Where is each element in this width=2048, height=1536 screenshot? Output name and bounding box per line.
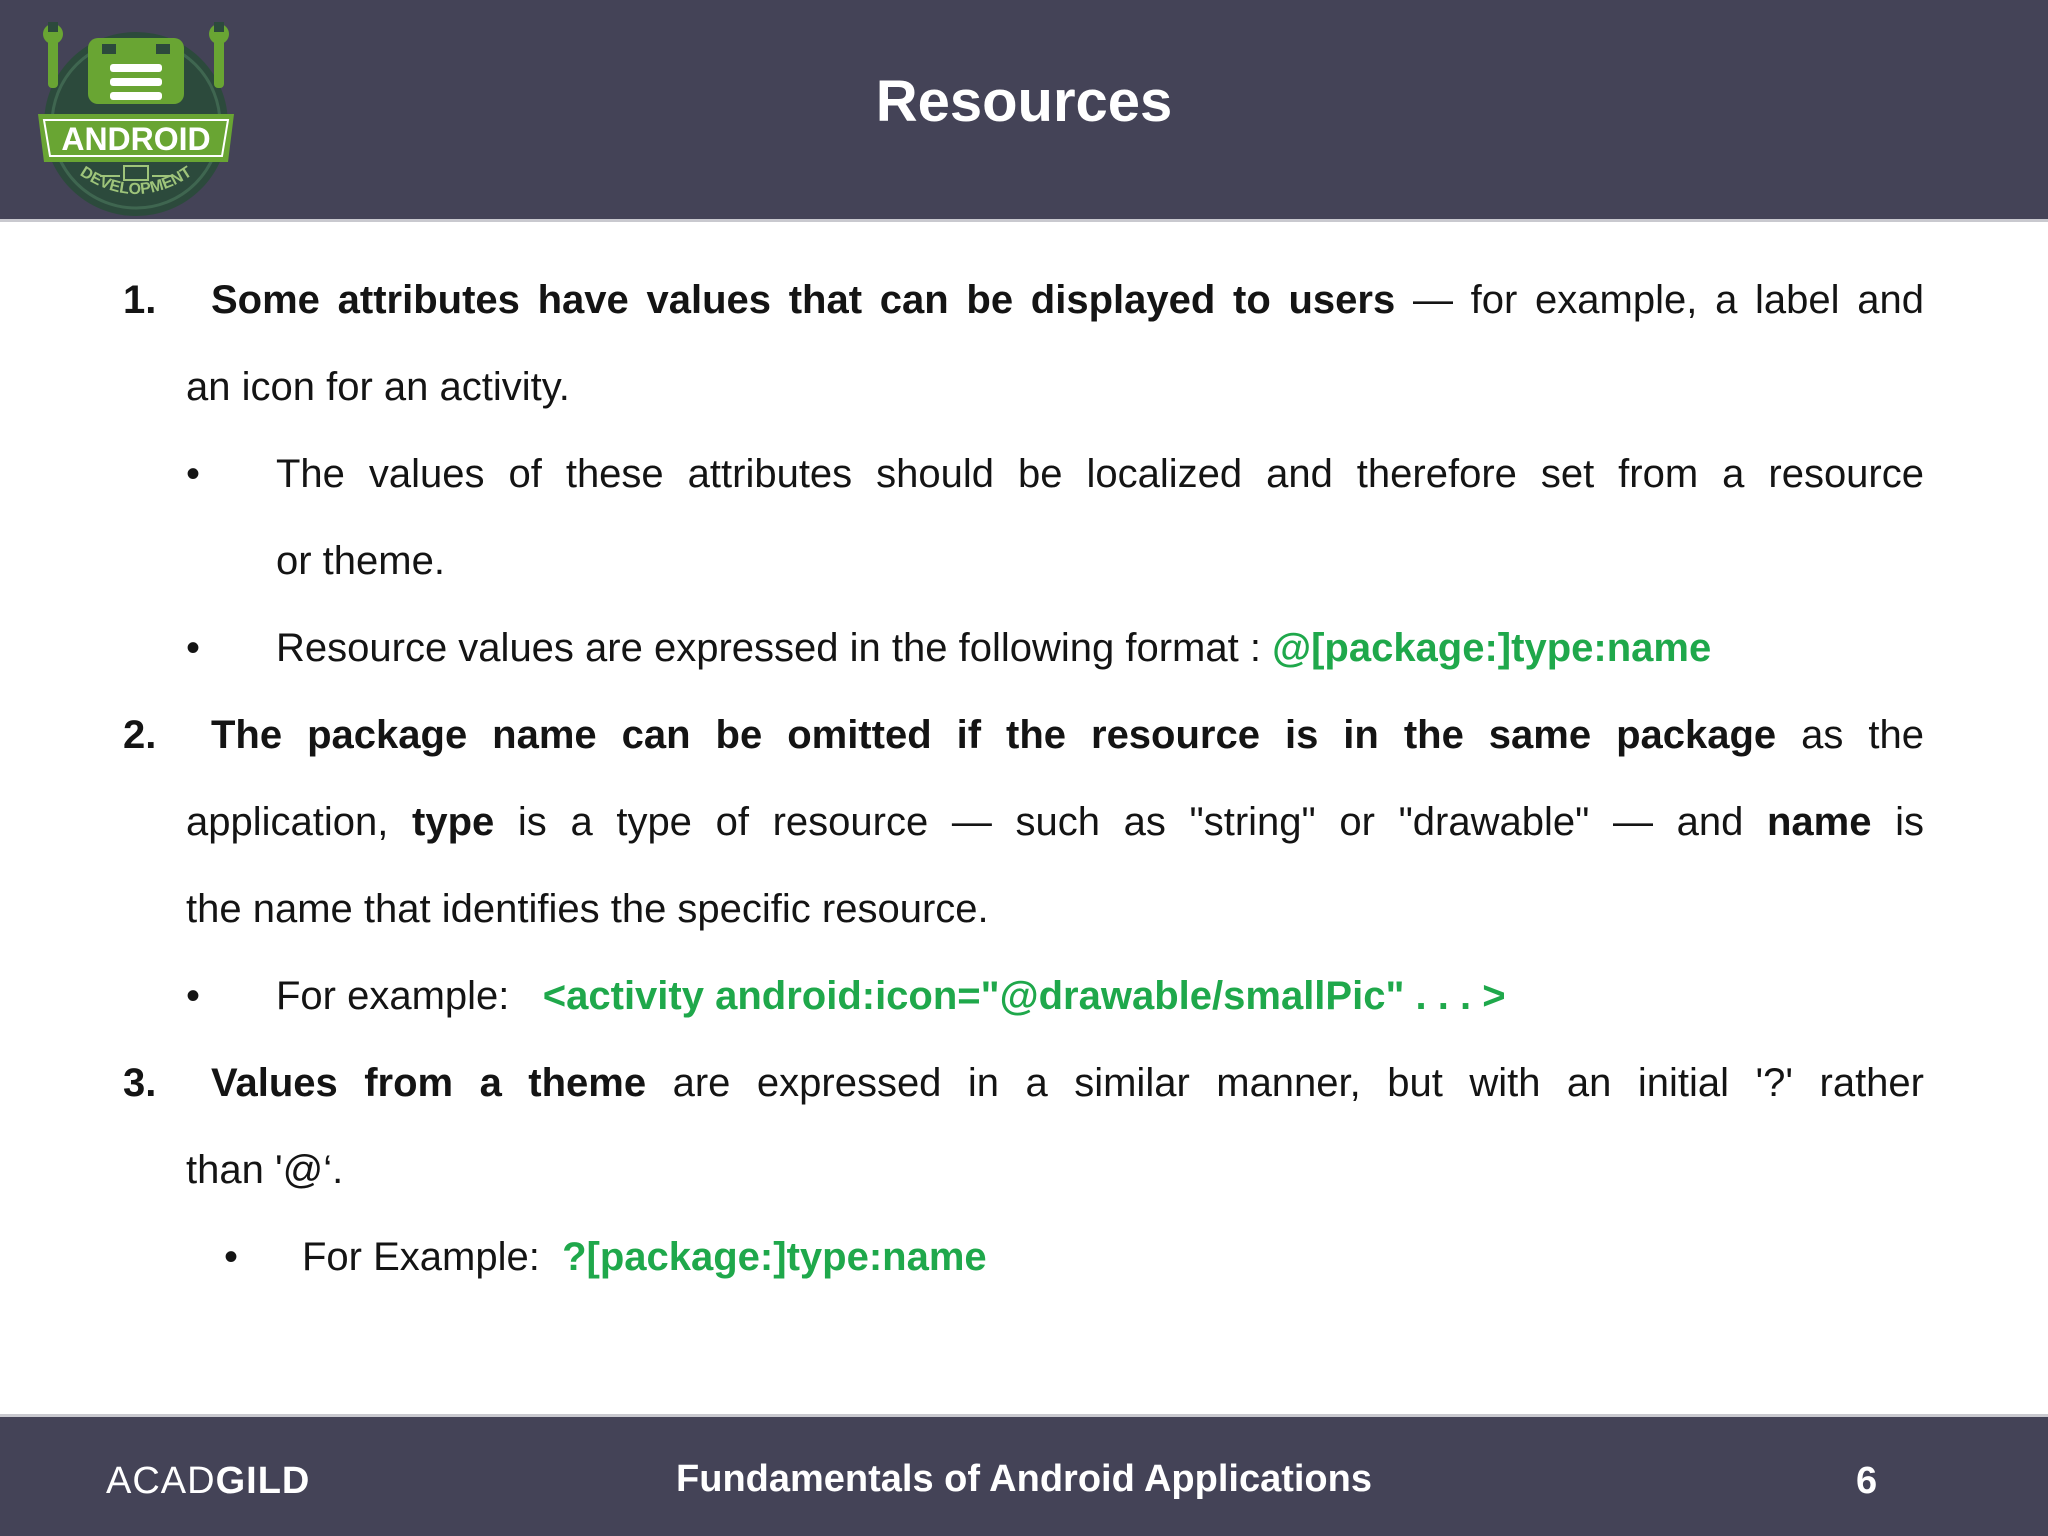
item-1-bold: Some attributes have values that can be displayed to users xyxy=(211,278,1396,322)
bullet-marker: • xyxy=(186,452,201,496)
slide-content xyxy=(0,222,2048,1414)
slide-footer xyxy=(0,1414,2048,1536)
item-3-number: 3. xyxy=(123,1061,157,1105)
item-2-line-3-text: the name that identifies the specific resource. xyxy=(186,887,989,931)
item-2-seg-d: is xyxy=(1871,800,1924,844)
item-3-cont: than '@‘. xyxy=(186,1148,344,1192)
item-2-bold: The package name can be omitted if the resource is in the same package xyxy=(211,713,1777,757)
bullet-marker: • xyxy=(186,626,201,670)
activity-example-code: <activity android:icon="@drawable/smallPic" . . . > xyxy=(542,974,1506,1018)
logo-bottom-text: DEVELOPMENT xyxy=(77,163,195,199)
bullet-2-label: Resource values are expressed in the following format : xyxy=(276,626,1273,670)
item-2-name: name xyxy=(1766,800,1872,844)
page-number: 6 xyxy=(1856,1460,1878,1502)
slide-header xyxy=(0,0,2048,222)
bullet-3-label: For example: xyxy=(276,974,543,1018)
item-2-text xyxy=(211,692,1924,779)
bullet-2-text xyxy=(276,605,1711,692)
item-1-text xyxy=(211,257,1924,344)
item-2-rest: as the xyxy=(1776,713,1924,757)
bullet-marker: • xyxy=(224,1235,239,1279)
item-2-type: type xyxy=(412,800,495,844)
bullet-1-text: The values of these attributes should be localized and therefore set from a resource xyxy=(276,452,1924,496)
item-2-seg-a: application, xyxy=(186,800,413,844)
item-2-line-3 xyxy=(186,866,989,953)
theme-example-code: ?[package:]type:name xyxy=(562,1235,987,1279)
bullet-4-label: For Example: xyxy=(302,1235,563,1279)
brand-bold: GILD xyxy=(215,1460,311,1502)
bullet-1-cont: or theme. xyxy=(276,539,445,583)
item-1-cont: an icon for an activity. xyxy=(186,365,570,409)
footer-title: Fundamentals of Android Applications xyxy=(676,1458,1372,1500)
bullet-marker: • xyxy=(186,974,201,1018)
item-1-rest: — for example, a label and xyxy=(1395,278,1924,322)
slide-title: Resources xyxy=(875,69,1173,134)
bullet-4-text xyxy=(302,1214,987,1301)
item-3-line-2 xyxy=(186,1127,343,1214)
item-3-bold: Values from a theme xyxy=(211,1061,647,1105)
item-1-line-2 xyxy=(186,344,570,431)
bullet-3-text xyxy=(276,953,1506,1040)
item-3-text xyxy=(211,1040,1924,1127)
logo-top-text: ANDROID xyxy=(61,121,211,157)
resource-format-code: @[package:]type:name xyxy=(1272,626,1712,670)
bullet-1-line-2 xyxy=(276,518,445,605)
item-2-number: 2. xyxy=(123,713,157,757)
item-2-seg-c: is a type of resource — such as "string" or "drawable" — and xyxy=(494,800,1767,844)
item-1-number: 1. xyxy=(123,278,157,322)
item-2-line-2-text xyxy=(186,779,1924,866)
brand-light: ACAD xyxy=(106,1460,216,1502)
item-3-rest: are expressed in a similar manner, but with an initial '?' rather xyxy=(646,1061,1924,1105)
